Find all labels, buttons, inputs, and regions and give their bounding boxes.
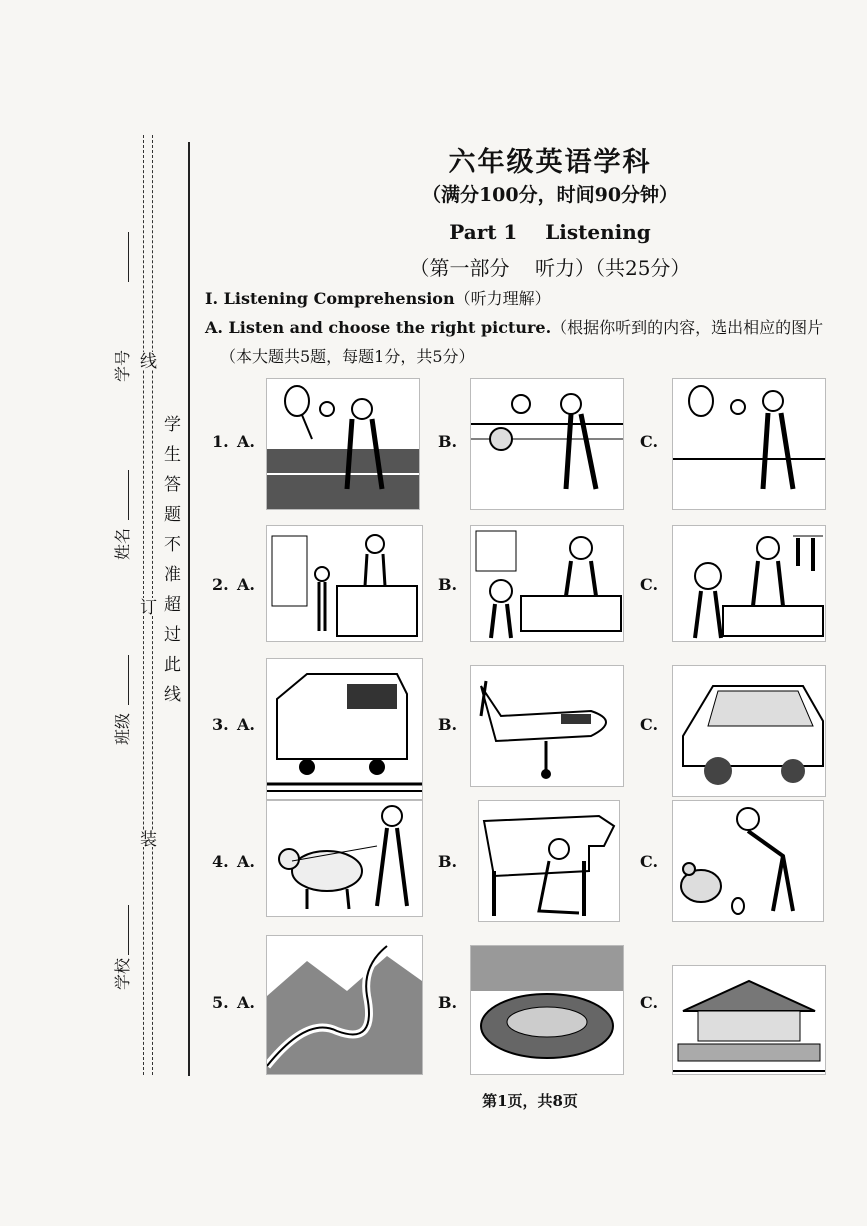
- question-5-option-c-label: C.: [640, 993, 659, 1012]
- seal-word-zhuang: 装: [136, 830, 156, 847]
- question-1-option-c-label: C.: [640, 432, 659, 451]
- butcher-shop-icon[interactable]: [672, 525, 826, 642]
- section-a-cn: （根据你听到的内容，选出相应的图片: [551, 318, 824, 337]
- section-a-note-text: （本大题共5题，每题1分，共5分）: [220, 347, 475, 366]
- seal-word-xian: 线: [136, 352, 156, 369]
- section-1-heading: [205, 286, 551, 309]
- question-4-option-c-label: C.: [640, 852, 659, 871]
- question-4-number: 4.: [212, 852, 229, 871]
- sheep-icon[interactable]: [266, 800, 423, 917]
- part-subtitle: （第一部分 听力）（共25分）: [409, 256, 691, 280]
- question-5-number: 5.: [212, 993, 229, 1012]
- page-title: 六年级英语学科: [448, 147, 652, 178]
- question-1-option-a-label: A.: [237, 432, 255, 451]
- great-wall-icon[interactable]: [266, 935, 423, 1075]
- hen-icon[interactable]: [672, 800, 824, 922]
- question-3-option-b-label: B.: [438, 715, 458, 734]
- badminton-icon[interactable]: [266, 378, 420, 510]
- field-name-line: [128, 470, 129, 520]
- question-5-option-b-label: B.: [438, 993, 458, 1012]
- birds-nest-icon[interactable]: [470, 945, 624, 1075]
- section-a-en: A. Listen and choose the right picture.: [205, 318, 552, 337]
- question-3-option-a-label: A.: [237, 715, 255, 734]
- bakery-shop-icon[interactable]: [266, 525, 423, 642]
- question-1-number: 1.: [212, 432, 229, 451]
- section-1-en: I. Listening Comprehension: [205, 289, 455, 308]
- margin-warning: 学生答题不准超过此线: [160, 415, 180, 715]
- field-id-line: [128, 232, 129, 282]
- question-5-option-a-label: A.: [237, 993, 255, 1012]
- page-subtitle: （满分100分，时间90分钟）: [421, 184, 679, 206]
- field-name-label: 姓名: [113, 527, 132, 560]
- plane-icon[interactable]: [470, 665, 624, 787]
- palace-icon[interactable]: [672, 965, 826, 1075]
- question-2-option-b-label: B.: [438, 575, 458, 594]
- food-shop-icon[interactable]: [470, 525, 624, 642]
- car-icon[interactable]: [672, 665, 826, 797]
- field-class-label: 班级: [113, 712, 132, 745]
- field-school-line: [128, 905, 129, 955]
- margin-border-line: [188, 142, 190, 1076]
- field-class-line: [128, 655, 129, 705]
- question-2-number: 2.: [212, 575, 229, 594]
- section-1-cn: （听力理解）: [454, 289, 551, 308]
- question-2-option-a-label: A.: [237, 575, 255, 594]
- table-tennis-icon[interactable]: [672, 378, 826, 510]
- section-a-note: [220, 344, 475, 367]
- question-2-option-c-label: C.: [640, 575, 659, 594]
- question-3-number: 3.: [212, 715, 229, 734]
- train-icon[interactable]: [266, 658, 423, 800]
- field-school-label: 学校: [113, 957, 132, 990]
- question-1-option-b-label: B.: [438, 432, 458, 451]
- volleyball-icon[interactable]: [470, 378, 624, 510]
- field-id-label: 学号: [113, 349, 132, 382]
- part-title: Part 1 Listening: [449, 220, 651, 244]
- cow-icon[interactable]: [478, 800, 620, 922]
- page-number: 第1页，共8页: [482, 1092, 578, 1110]
- question-3-option-c-label: C.: [640, 715, 659, 734]
- question-4-option-a-label: A.: [237, 852, 255, 871]
- seal-word-ding: 订: [136, 598, 156, 615]
- question-4-option-b-label: B.: [438, 852, 458, 871]
- section-a-heading: [205, 315, 823, 338]
